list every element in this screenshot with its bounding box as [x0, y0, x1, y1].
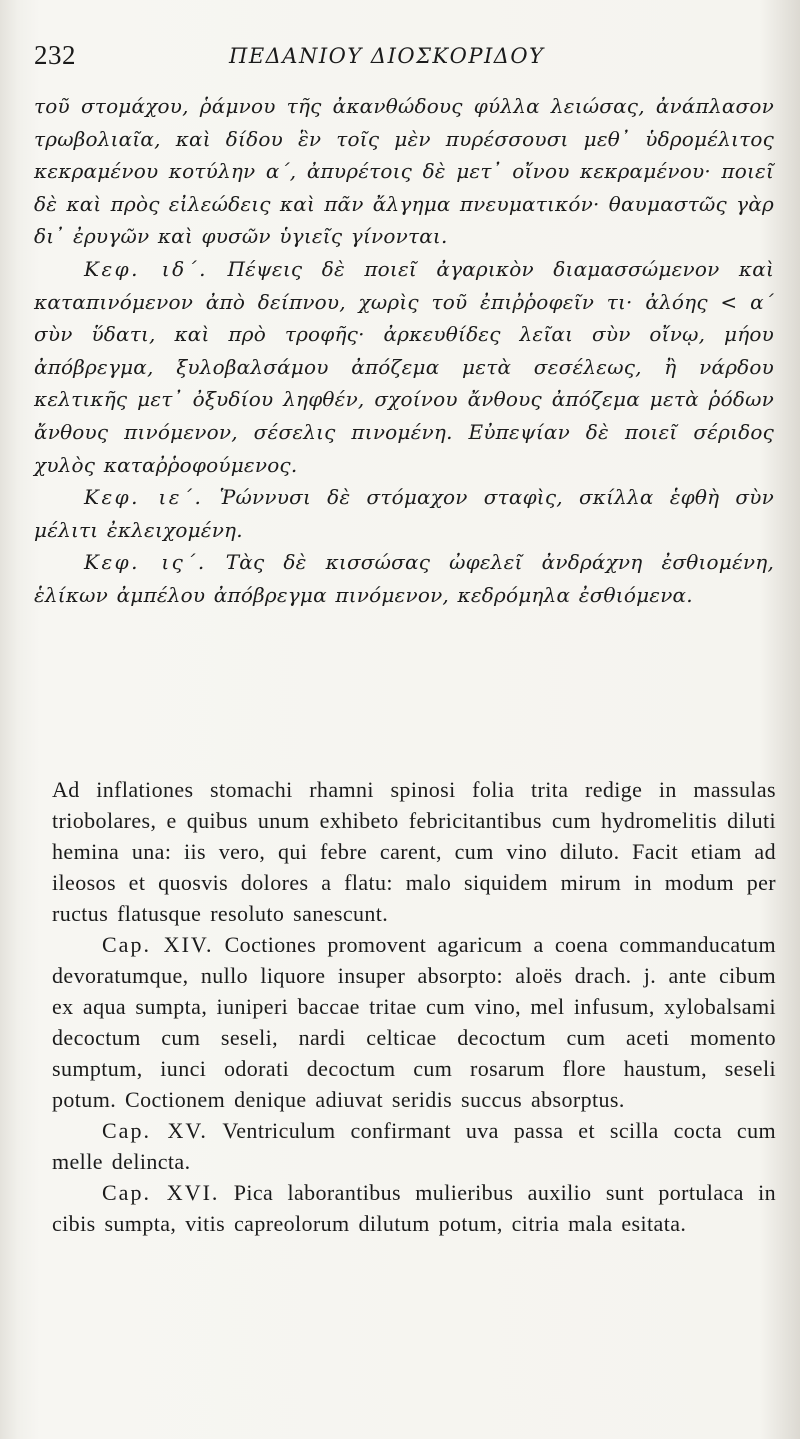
latin-paragraph-2: [52, 929, 776, 1115]
greek-paragraph-2: [34, 253, 774, 481]
greek-paragraph-2-text: Πέψεις δὲ ποιεῖ ἀγαρικὸν διαμασσώμενον καὶ καταπινόμενον ἀπὸ δείπνου, χωρὶς τοῦ ἐπιῤῥοφεῖν τι· ἀλόης < α΄ σὺν ὕδατι, καὶ πρὸ τροφῆς· ἀρκευθίδες λεῖαι σὺν οἴνῳ, μήου ἀπόβρεγμα, ξυλοβαλσάμου ἀπόζεμα μετὰ σεσέλεως, ἢ νάρδου κελτικῆς μετ᾽ ὀξυδίου ληφθέν, σχοίνου ἄνθους ἀπόζεμα μετὰ ῥόδων ἄνθους πινόμενον, σέσελις πινομένη. Εὐπεψίαν δὲ ποιεῖ σέριδος χυλὸς καταῤῥοφούμενος.: [34, 256, 774, 477]
latin-paragraph-3: [52, 1115, 776, 1177]
latin-paragraph-4: [52, 1177, 776, 1239]
latin-paragraph-1-text: Ad inflationes stomachi rhamni spinosi folia trita redige in massulas triobolares, e quibus unum exhibeto febricitantibus cum hydromelitis diluti hemina una: iis vero, qui febre carent, cum vino diluto. Facit etiam ad ileosos et quosvis dolores a flatu: malo siquidem mirum in modum per ructus flatusque resoluto sanescunt.: [52, 777, 776, 926]
greek-chapter-label-16: Κεφ. ις΄.: [84, 550, 207, 575]
greek-paragraph-3-text: Ῥώννυσι δὲ στόμαχον σταφὶς, σκίλλα ἑφθὴ σὺν μέλιτι ἐκλειχομένη.: [34, 485, 775, 542]
latin-paragraph-4-text: Pica laborantibus mulieribus auxilio sunt portulaca in cibis sumpta, vitis capreolorum dilutum potum, citria mala esitata.: [52, 1180, 776, 1236]
greek-paragraph-4-text: Τὰς δὲ κισσώσας ὠφελεῖ ἀνδράχνη ἐσθιομένη, ἑλίκων ἀμπέλου ἀπόβρεγμα πινόμενον, κεδρόμηλα ἐσθιόμενα.: [34, 550, 775, 607]
greek-paragraph-1-text: τοῦ στομάχου, ῥάμνου τῆς ἀκανθώδους φύλλα λειώσας, ἀνάπλασον τρωβολιαῖα, καὶ δίδου ἓν τοῖς μὲν πυρέσσουσι μεθ᾽ ὑδρομέλιτος κεκραμένου κοτύλην α΄, ἀπυρέτοις δὲ μετ᾽ οἴνου κεκραμένου· ποιεῖ δὲ καὶ πρὸς εἰλεώδεις καὶ πᾶν ἄλγημα πνευματικόν· θαυμαστῶς γὰρ δι᾽ ἐρυγῶν καὶ φυσῶν ὑγιεῖς γίνονται.: [34, 94, 774, 249]
latin-chapter-label-14: Cap. XIV.: [102, 932, 214, 957]
page-number: 232: [34, 40, 76, 70]
latin-chapter-label-15: Cap. XV.: [102, 1118, 208, 1143]
latin-text-block: [52, 774, 776, 1239]
greek-paragraph-4: [34, 546, 774, 611]
page-header: [34, 40, 770, 80]
latin-paragraph-1: [52, 774, 776, 929]
running-title: ΠΕΔΑΝΙΟΥ ΔΙΟΣΚΟΡΙΔΟΥ: [229, 44, 545, 68]
latin-chapter-label-16: Cap. XVI.: [102, 1180, 220, 1205]
greek-chapter-label-15: Κεφ. ιε΄.: [84, 485, 204, 510]
greek-paragraph-3: [34, 481, 774, 546]
greek-text-block: [34, 90, 774, 612]
greek-paragraph-1: [34, 90, 774, 253]
greek-chapter-label-14: Κεφ. ιδ΄.: [84, 256, 209, 281]
latin-paragraph-2-text: Coctiones promovent agaricum a coena commanducatum devoratumque, nullo liquore insuper absorpto: aloës drach. j. ante cibum ex aqua sumpta, iuniperi baccae tritae cum vino, mel infusum, xylobalsami decoctum cum seseli, nardi celticae decoctum cum aceti momento sumptum, iunci odorati decoctum cum rosarum flore haustum, seseli potum. Coctionem denique adiuvat seridis succus absorptus.: [52, 932, 776, 1112]
latin-paragraph-3-text: Ventriculum confirmant uva passa et scilla cocta cum melle delincta.: [52, 1118, 776, 1174]
